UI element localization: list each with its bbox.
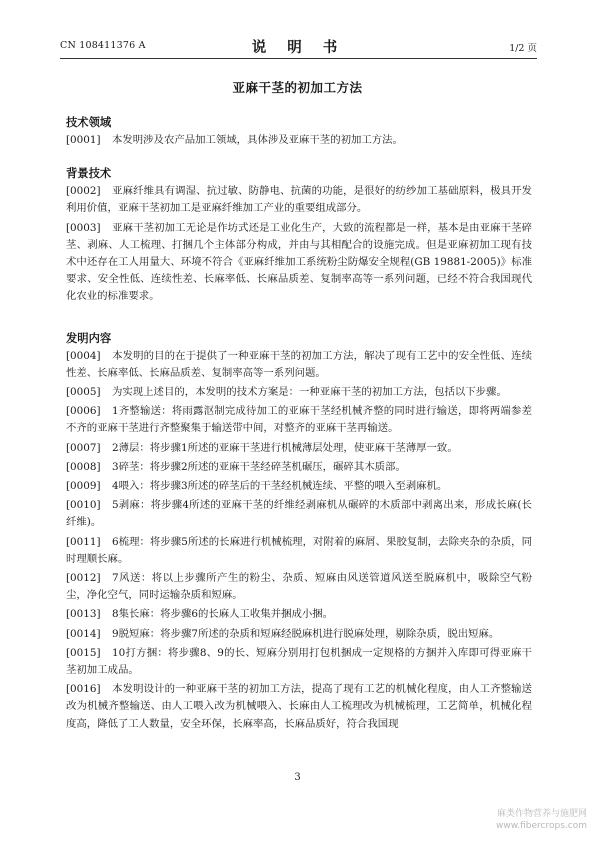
paragraph-number: [0004]: [66, 349, 101, 362]
paragraph: [66, 132, 532, 149]
paragraph-text: 3碎茎：将步骤2所述的亚麻干茎经碎茎机碾压，碾碎其木质部。: [112, 460, 406, 473]
paragraph: [66, 348, 532, 382]
paragraph: [66, 681, 532, 733]
watermark-url: www.fibercrops.com: [496, 821, 587, 831]
paragraph-text: 本发明设计的一种亚麻干茎的初加工方法，提高了现有工艺的机械化程度，由人工齐整输送改为机械齐整输送、由人工喂入改为机械喂入、长麻由人工梳理改为机械梳理，工艺简单，机械化程度高，降低了工人数量，安全环保，长麻率高，长麻品质好，符合我国现: [66, 683, 532, 730]
paragraph-text: 1齐整输送：将雨露沤制完成待加工的亚麻干茎经机械齐整的同时进行输送，即将两端参差不齐的亚麻干茎进行齐整聚集于输送带中间，对整齐的亚麻干茎再输送。: [66, 405, 532, 435]
paragraph-number: [0005]: [66, 386, 101, 399]
paragraph: [66, 478, 532, 495]
paragraph-number: [0016]: [66, 683, 101, 696]
paragraph-text: 6梳理：将步骤5所述的长麻进行机械梳理，对附着的麻屑、果胶复制，去除夹杂的杂质，同时理顺长麻。: [66, 535, 532, 565]
paragraph: [66, 497, 532, 531]
paragraph-number: [0011]: [66, 535, 101, 548]
document-title: 亚麻干茎的初加工方法: [232, 80, 363, 95]
paragraph: [66, 384, 532, 401]
paragraph: [66, 534, 532, 568]
paragraph: [66, 626, 532, 643]
paragraph-text: 4喂入：将步骤3所述的碎茎后的干茎经机械连续、平整的喂入至剥麻机。: [112, 480, 448, 493]
paragraph-number: [0013]: [66, 608, 101, 621]
paragraph-text: 5剥麻：将步骤4所述的亚麻干茎的纤维经剥麻机从碾碎的木质部中剥离出来，形成长麻(长纤维)。: [66, 499, 532, 529]
paragraph: [66, 459, 532, 476]
paragraph-text: 亚麻纤维具有调湿、抗过敏、防静电、抗菌的功能，是很好的纺纱加工基础原料，极具开发利用价值，亚麻干茎初加工是亚麻纤维加工产业的重要组成部分。: [66, 185, 532, 215]
paragraph-text: 2薄层：将步骤1所述的亚麻干茎进行机械薄层处理，使亚麻干茎薄厚一致。: [112, 441, 458, 454]
paragraph: [66, 570, 532, 604]
paragraph-number: [0001]: [66, 134, 101, 146]
paragraph-text: 7风送：将以上步骤所产生的粉尘、杂质、短麻由风送管道风送至脱麻机中，吸除空气粉尘，净化空气，同时运输杂质和短麻。: [66, 572, 532, 602]
paragraph: [66, 606, 532, 623]
paragraph-number: [0008]: [66, 460, 101, 473]
paragraph-number: [0012]: [66, 572, 101, 585]
paragraph-text: 9脱短麻：将步骤7所述的杂质和短麻经脱麻机进行脱麻处理，剔除杂质，脱出短麻。: [112, 627, 500, 640]
watermark-site-name: 麻类作物营养与施肥网: [496, 809, 587, 819]
section-heading-summary: 发明内容: [66, 330, 112, 345]
paragraph-text: 为实现上述目的，本发明的技术方案是：一种亚麻干茎的初加工方法，包括以下步骤。: [112, 386, 507, 399]
paragraph-number: [0007]: [66, 441, 101, 454]
paragraph-number: [0010]: [66, 499, 101, 512]
document-body: [66, 112, 532, 735]
watermark: [496, 808, 587, 832]
patent-number: CN 108411376 A: [60, 40, 146, 51]
paragraph-number: [0006]: [66, 405, 101, 418]
paragraph: [66, 440, 532, 457]
paragraph-text: 10打方捆：将步骤8、9的长、短麻分别用打包机捆成一定规格的方捆并入库即可得亚麻干茎初加工成品。: [66, 646, 532, 677]
header-divider: [60, 58, 537, 59]
paragraph: [66, 403, 532, 437]
paragraph-text: 本发明的目的在于提供了一种亚麻干茎的初加工方法，解决了现有工艺中的安全性低、连续性差、长麻率低、长麻品质差、复制率高等一系列问题。: [66, 349, 532, 379]
page-number: 3: [294, 772, 301, 783]
page-of-indicator: 1/2 页: [509, 43, 537, 54]
paragraph-number: [0014]: [66, 627, 101, 640]
paragraph-text: 亚麻干茎初加工无论是作坊式还是工业化生产，大致的流程都是一样，基本是由亚麻干茎碎茎、剥麻、人工梳理、打捆几个主体部分构成，并由与其相配合的设施完成。但是亚麻初加工现有技术中还存在工人用量大、环境不符合《亚麻纤维加工系统粉尘防爆安全规程(GB 19881-2005)》标准要求、安全性低、连续性差、长麻率低、长麻品质差、复制率高等一系列问题，已经不符合我国现代化农业的标准要求。: [66, 221, 532, 303]
paragraph-text: 8集长麻：将步骤6的长麻人工收集并捆成小捆。: [112, 608, 334, 621]
section-heading-field: 技术领域: [66, 115, 112, 129]
paragraph: [66, 183, 532, 217]
paragraph: [66, 220, 532, 306]
paragraph-number: [0002]: [66, 185, 101, 198]
paragraph-number: [0009]: [66, 480, 101, 493]
paragraph: [66, 645, 532, 679]
page-header: [60, 36, 537, 58]
section-heading-background: 背景技术: [66, 166, 112, 181]
paragraph-number: [0015]: [66, 646, 101, 659]
paragraph-number: [0003]: [66, 221, 101, 234]
document-type: 说 明 书: [251, 39, 346, 56]
paragraph-text: 本发明涉及农产品加工领域，具体涉及亚麻干茎的初加工方法。: [112, 134, 403, 146]
